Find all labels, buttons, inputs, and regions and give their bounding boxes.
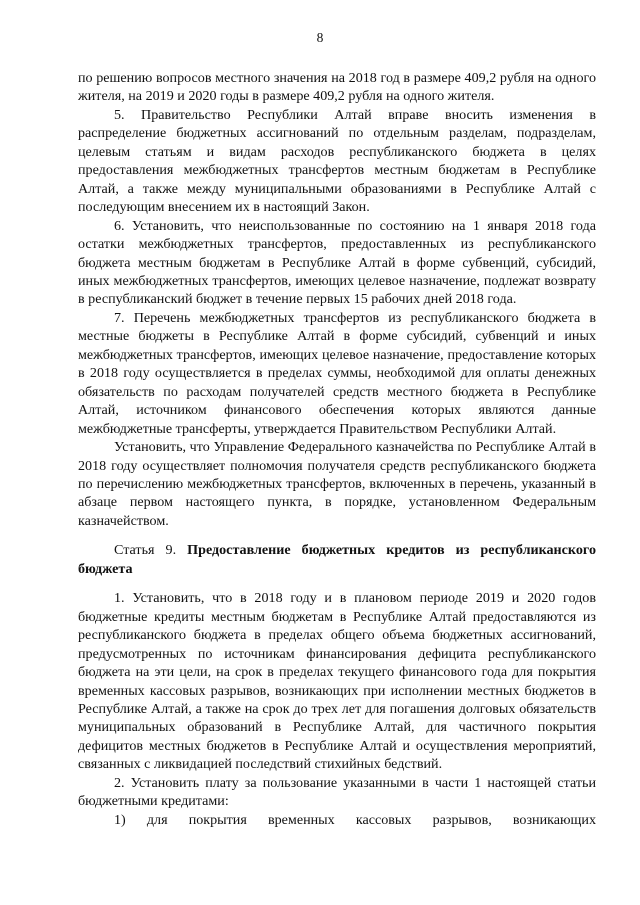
article-9-label: Статья 9. [114,542,177,559]
article-9-heading [78,541,596,578]
paragraph-7-second: Установить, что Управление Федерального казначейства по Республике Алтай в 2018 году осуществляет полномочия получателя средств республиканского бюджета по перечислению межбюджетных трансфертов, включенных в перечень, указанный в абзаце первом настоящего пункта, в порядке, установленном Федеральным казначейством. [78,439,596,529]
article-9-paragraph-2: 2. Установить плату за пользование указанными в части 1 настоящей статьи бюджетными кредитами: [78,774,596,810]
paragraph-6: 6. Установить, что неиспользованные по состоянию на 1 января 2018 года остатки межбюджетных трансфертов, предоставленных из республиканского бюджета местным бюджетам в Республике Алтай в форме субвенций, субсидий, иных межбюджетных трансфертов, имеющих целевое назначение, подлежат возврату в республиканский бюджет в течение первых 15 рабочих дней 2018 года. [78,217,596,308]
paragraph-7: 7. Перечень межбюджетных трансфертов из республиканского бюджета в местные бюджеты в Республике Алтай в форме субсидий, субвенций и иных межбюджетных трансфертов, имеющих целевое назначение, предоставление которых в 2018 году осуществляется в пределах суммы, необходимой для оплаты денежных обязательств по расходам получателей средств местного бюджета в Республике Алтай, источником финансового обеспечения которых являются данные межбюджетные трансферты, утверждается Правительством Республики Алтай. [78,309,596,437]
paragraph-5: 5. Правительство Республики Алтай вправе вносить изменения в распределение бюджетных ассигнований по отдельным разделам, подразделам, целевым статьям и видам расходов республиканского бюджета в целях предоставления межбюджетных трансфертов местным бюджетам в Республике Алтай, а также между муниципальными образованиями в Республике Алтай с последующим внесением их в настоящий Закон. [78,106,596,216]
paragraph-continuation: по решению вопросов местного значения на 2018 год в размере 409,2 рубля на одного жителя, на 2019 и 2020 годы в размере 409,2 рубля на одного жителя. [78,70,596,105]
article-9-item-1: 1) для покрытия временных кассовых разрывов, возникающих [114,811,596,828]
document-body [78,69,596,829]
article-9-title: Предоставление бюджетных кредитов из республиканского бюджета [78,542,597,577]
article-9-paragraph-1: 1. Установить, что в 2018 году и в плановом периоде 2019 и 2020 годов бюджетные кредиты местным бюджетам в Республике Алтай предоставляются из республиканского бюджета в пределах общего объема бюджетных ассигнований, предусмотренных по источникам финансирования дефицита республиканского бюджета на эти цели, на срок в пределах текущего финансового года для покрытия временных кассовых разрывов, возникающих при исполнении местных бюджетов в Республике Алтай, а также на срок до трех лет для погашения долговых обязательств муниципальных образований в Республике Алтай, для частичного покрытия дефицитов местных бюджетов в Республике Алтай и осуществления мероприятий, связанных с ликвидацией последствий стихийных бедствий. [78,590,596,773]
page-number: 8 [316,30,324,45]
